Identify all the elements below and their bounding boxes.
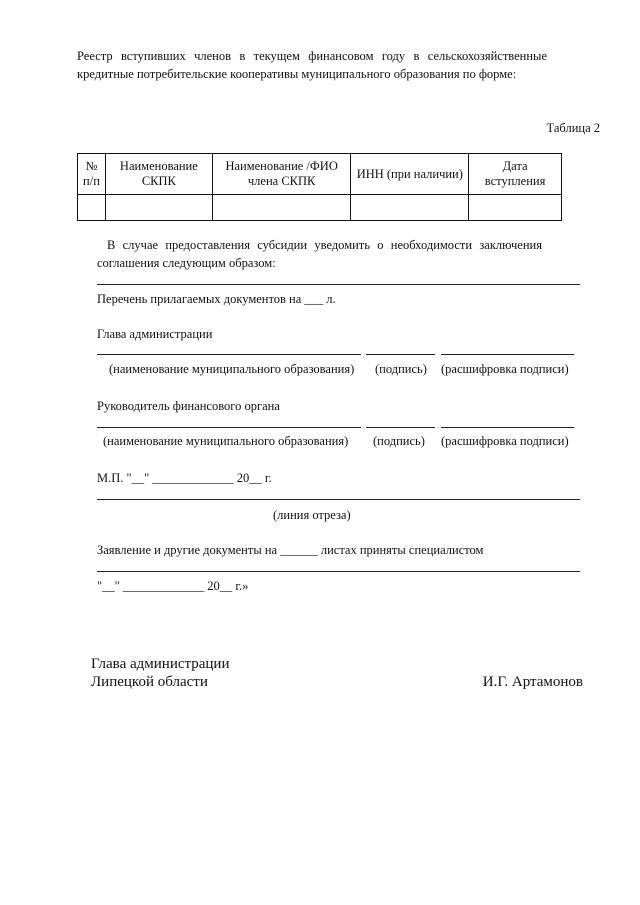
head-admin-title: Глава администрации [97,327,213,341]
acceptance-date: "__" _____________ 20__ г.» [97,579,249,593]
head-admin-caption-decoding: (расшифровка подписи) [441,362,569,376]
footer-position-line1: Глава администрации [91,656,230,672]
table-caption: Таблица 2 [546,121,600,135]
acceptance-fill-line [97,571,580,572]
col-header-inn: ИНН (при наличии) [351,154,469,195]
notice-paragraph [97,236,542,272]
head-admin-decoding-line [441,354,574,355]
head-admin-signature-line [366,354,435,355]
table-cell [105,195,212,221]
attachments-line: Перечень прилагаемых документов на ___ л. [97,292,336,306]
col-header-member-name: Наименование /ФИО члена СКПК [212,154,351,195]
table-cell [351,195,469,221]
registry-table [77,153,562,221]
col-header-number: № п/п [78,154,106,195]
cut-line [97,499,580,500]
finance-head-caption-decoding: (расшифровка подписи) [441,434,569,448]
col-header-join-date: Дата вступления [469,154,562,195]
head-admin-caption-signature: (подпись) [375,362,427,376]
acceptance-text: Заявление и другие документы на ______ листах приняты специалистом [97,543,484,557]
intro-paragraph: Реестр вступивших членов в текущем финансовом году в сельскохозяйственные кредитные потребительские кооперативы муниципального образования по форме: [77,49,547,81]
notice-fill-line [97,284,580,285]
table-header-row [78,154,562,195]
finance-head-signature-line [366,427,435,428]
finance-head-title: Руководитель финансового органа [97,399,280,413]
table-cell [78,195,106,221]
notice-text: В случае предоставления субсидии уведомить о необходимости заключения соглашения следующим образом: [97,238,542,270]
finance-head-caption-signature: (подпись) [373,434,425,448]
col-header-skpk-name: Наименование СКПК [105,154,212,195]
footer-position-line2: Липецкой области [91,674,208,690]
table-cell [469,195,562,221]
table-cell [212,195,351,221]
head-admin-name-line [97,354,361,355]
finance-head-caption-name: (наименование муниципального образования) [103,434,349,448]
head-admin-caption-name: (наименование муниципального образования) [109,362,355,376]
finance-head-name-line [97,427,361,428]
footer-signatory: И.Г. Артамонов [482,674,583,690]
table-row [78,195,562,221]
stamp-date-line: М.П. "__" _____________ 20__ г. [97,471,272,485]
cut-line-label: (линия отреза) [273,508,351,522]
finance-head-decoding-line [441,427,574,428]
